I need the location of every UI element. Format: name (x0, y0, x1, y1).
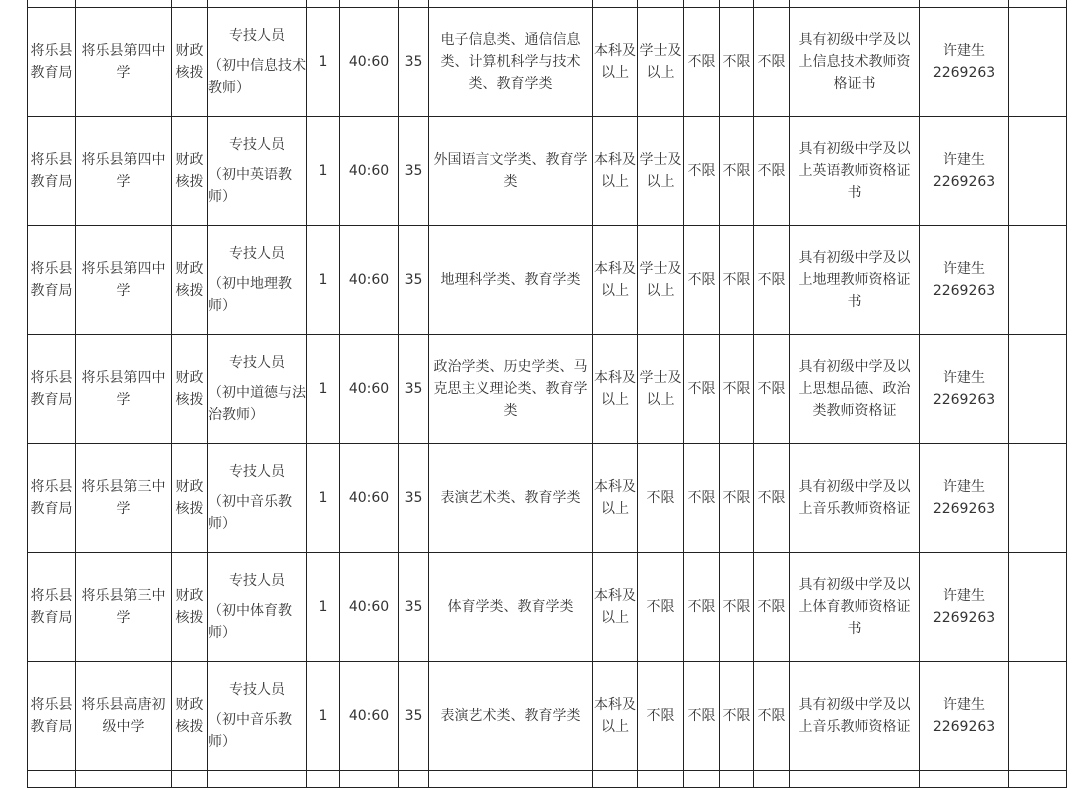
count-cell: 1 (307, 8, 340, 117)
table-row (28, 226, 1067, 335)
condition-cell: 具有初级中学及以上体育教师资格证书 (790, 553, 920, 662)
remarks-cell (1009, 117, 1067, 226)
table-row-partial-top (28, 0, 1067, 8)
requirement-cell-3: 不限 (754, 553, 790, 662)
education-cell: 本科及以上 (593, 553, 638, 662)
requirement-cell-1: 不限 (684, 662, 720, 771)
requirement-cell-1: 不限 (684, 335, 720, 444)
table-row (28, 8, 1067, 117)
post-name: （初中音乐教师） (208, 712, 292, 750)
remarks-cell (1009, 662, 1067, 771)
requirement-cell-3: 不限 (754, 8, 790, 117)
contact-phone: 2269263 (932, 392, 996, 408)
count-cell: 1 (307, 444, 340, 553)
post-type: 专技人员 (229, 573, 285, 589)
age-cell: 35 (399, 335, 429, 444)
degree-cell: 不限 (638, 662, 684, 771)
post-type: 专技人员 (229, 682, 285, 698)
major-cell: 政治学类、历史学类、马克思主义理论类、教育学类 (429, 335, 593, 444)
requirement-cell-1: 不限 (684, 444, 720, 553)
table-row (28, 662, 1067, 771)
table-body (28, 0, 1067, 788)
age-cell: 35 (399, 226, 429, 335)
post-cell (208, 662, 307, 771)
count-cell: 1 (307, 553, 340, 662)
funding-cell: 财政核拨 (172, 662, 208, 771)
contact-name: 许建生 (943, 697, 985, 713)
major-cell: 电子信息类、通信信息类、计算机科学与技术类、教育学类 (429, 8, 593, 117)
age-cell: 35 (399, 444, 429, 553)
major-cell: 表演艺术类、教育学类 (429, 662, 593, 771)
funding-cell: 财政核拨 (172, 8, 208, 117)
requirement-cell-2: 不限 (720, 8, 754, 117)
requirement-cell-1: 不限 (684, 8, 720, 117)
funding-cell: 财政核拨 (172, 226, 208, 335)
count-cell: 1 (307, 117, 340, 226)
degree-cell: 学士及以上 (638, 226, 684, 335)
contact-cell (920, 8, 1009, 117)
unit-cell: 将乐县第四中学 (76, 8, 172, 117)
contact-name: 许建生 (943, 370, 985, 386)
dept-cell: 将乐县教育局 (28, 8, 76, 117)
condition-cell: 具有初级中学及以上信息技术教师资格证书 (790, 8, 920, 117)
requirement-cell-3: 不限 (754, 444, 790, 553)
requirement-cell-2: 不限 (720, 662, 754, 771)
post-name: （初中音乐教师） (208, 494, 292, 532)
post-type: 专技人员 (229, 464, 285, 480)
requirement-cell-1: 不限 (684, 117, 720, 226)
contact-phone: 2269263 (932, 174, 996, 190)
unit-cell: 将乐县第四中学 (76, 117, 172, 226)
condition-cell: 具有初级中学及以上地理教师资格证书 (790, 226, 920, 335)
age-cell: 35 (399, 553, 429, 662)
requirement-cell-2: 不限 (720, 444, 754, 553)
education-cell: 本科及以上 (593, 335, 638, 444)
post-type: 专技人员 (229, 355, 285, 371)
contact-cell (920, 117, 1009, 226)
contact-phone: 2269263 (932, 610, 996, 626)
contact-name: 许建生 (943, 152, 985, 168)
contact-phone: 2269263 (932, 501, 996, 517)
requirement-cell-3: 不限 (754, 226, 790, 335)
requirement-cell-1: 不限 (684, 553, 720, 662)
remarks-cell (1009, 335, 1067, 444)
table-row (28, 117, 1067, 226)
post-name: （初中英语教师） (208, 167, 292, 205)
unit-cell: 将乐县第三中学 (76, 444, 172, 553)
education-cell: 本科及以上 (593, 8, 638, 117)
dept-cell: 将乐县教育局 (28, 444, 76, 553)
condition-cell: 具有初级中学及以上音乐教师资格证 (790, 662, 920, 771)
unit-cell: 将乐县第四中学 (76, 226, 172, 335)
condition-cell: 具有初级中学及以上英语教师资格证书 (790, 117, 920, 226)
education-cell: 本科及以上 (593, 444, 638, 553)
major-cell: 体育学类、教育学类 (429, 553, 593, 662)
post-type: 专技人员 (229, 137, 285, 153)
remarks-cell (1009, 226, 1067, 335)
contact-name: 许建生 (943, 261, 985, 277)
count-cell: 1 (307, 662, 340, 771)
ratio-cell: 40:60 (340, 335, 399, 444)
post-name: （初中道德与法治教师） (208, 385, 306, 423)
post-cell (208, 117, 307, 226)
education-cell: 本科及以上 (593, 662, 638, 771)
dept-cell: 将乐县教育局 (28, 226, 76, 335)
requirement-cell-2: 不限 (720, 553, 754, 662)
dept-cell: 将乐县教育局 (28, 662, 76, 771)
contact-phone: 2269263 (932, 65, 996, 81)
ratio-cell: 40:60 (340, 226, 399, 335)
requirement-cell-3: 不限 (754, 662, 790, 771)
dept-cell: 将乐县教育局 (28, 117, 76, 226)
funding-cell: 财政核拨 (172, 553, 208, 662)
contact-name: 许建生 (943, 43, 985, 59)
education-cell: 本科及以上 (593, 226, 638, 335)
unit-cell: 将乐县高唐初级中学 (76, 662, 172, 771)
table-row (28, 553, 1067, 662)
requirement-cell-2: 不限 (720, 226, 754, 335)
ratio-cell: 40:60 (340, 444, 399, 553)
contact-cell (920, 444, 1009, 553)
age-cell: 35 (399, 8, 429, 117)
age-cell: 35 (399, 117, 429, 226)
requirement-cell-2: 不限 (720, 335, 754, 444)
contact-phone: 2269263 (932, 719, 996, 735)
contact-cell (920, 662, 1009, 771)
post-type: 专技人员 (229, 28, 285, 44)
count-cell: 1 (307, 226, 340, 335)
dept-cell: 将乐县教育局 (28, 335, 76, 444)
major-cell: 表演艺术类、教育学类 (429, 444, 593, 553)
requirement-cell-3: 不限 (754, 335, 790, 444)
contact-name: 许建生 (943, 479, 985, 495)
post-cell (208, 553, 307, 662)
remarks-cell (1009, 8, 1067, 117)
ratio-cell: 40:60 (340, 8, 399, 117)
major-cell: 外国语言文学类、教育学类 (429, 117, 593, 226)
requirement-cell-2: 不限 (720, 117, 754, 226)
degree-cell: 学士及以上 (638, 335, 684, 444)
table-row-partial-bottom (28, 771, 1067, 788)
age-cell: 35 (399, 662, 429, 771)
degree-cell: 不限 (638, 553, 684, 662)
table-row (28, 335, 1067, 444)
degree-cell: 不限 (638, 444, 684, 553)
post-type: 专技人员 (229, 246, 285, 262)
unit-cell: 将乐县第三中学 (76, 553, 172, 662)
post-cell (208, 444, 307, 553)
funding-cell: 财政核拨 (172, 444, 208, 553)
degree-cell: 学士及以上 (638, 8, 684, 117)
contact-cell (920, 226, 1009, 335)
table-row (28, 444, 1067, 553)
recruitment-table-container (27, 0, 1067, 788)
degree-cell: 学士及以上 (638, 117, 684, 226)
contact-phone: 2269263 (932, 283, 996, 299)
remarks-cell (1009, 553, 1067, 662)
post-cell (208, 8, 307, 117)
unit-cell: 将乐县第四中学 (76, 335, 172, 444)
post-cell (208, 226, 307, 335)
major-cell: 地理科学类、教育学类 (429, 226, 593, 335)
post-name: （初中体育教师） (208, 603, 292, 641)
post-name: （初中信息技术教师） (208, 58, 306, 96)
education-cell: 本科及以上 (593, 117, 638, 226)
count-cell: 1 (307, 335, 340, 444)
requirement-cell-1: 不限 (684, 226, 720, 335)
condition-cell: 具有初级中学及以上思想品德、政治类教师资格证 (790, 335, 920, 444)
ratio-cell: 40:60 (340, 662, 399, 771)
dept-cell: 将乐县教育局 (28, 553, 76, 662)
contact-cell (920, 335, 1009, 444)
ratio-cell: 40:60 (340, 553, 399, 662)
ratio-cell: 40:60 (340, 117, 399, 226)
condition-cell: 具有初级中学及以上音乐教师资格证 (790, 444, 920, 553)
funding-cell: 财政核拨 (172, 117, 208, 226)
contact-name: 许建生 (943, 588, 985, 604)
post-cell (208, 335, 307, 444)
requirement-cell-3: 不限 (754, 117, 790, 226)
recruitment-table (27, 0, 1067, 788)
post-name: （初中地理教师） (208, 276, 292, 314)
contact-cell (920, 553, 1009, 662)
remarks-cell (1009, 444, 1067, 553)
funding-cell: 财政核拨 (172, 335, 208, 444)
